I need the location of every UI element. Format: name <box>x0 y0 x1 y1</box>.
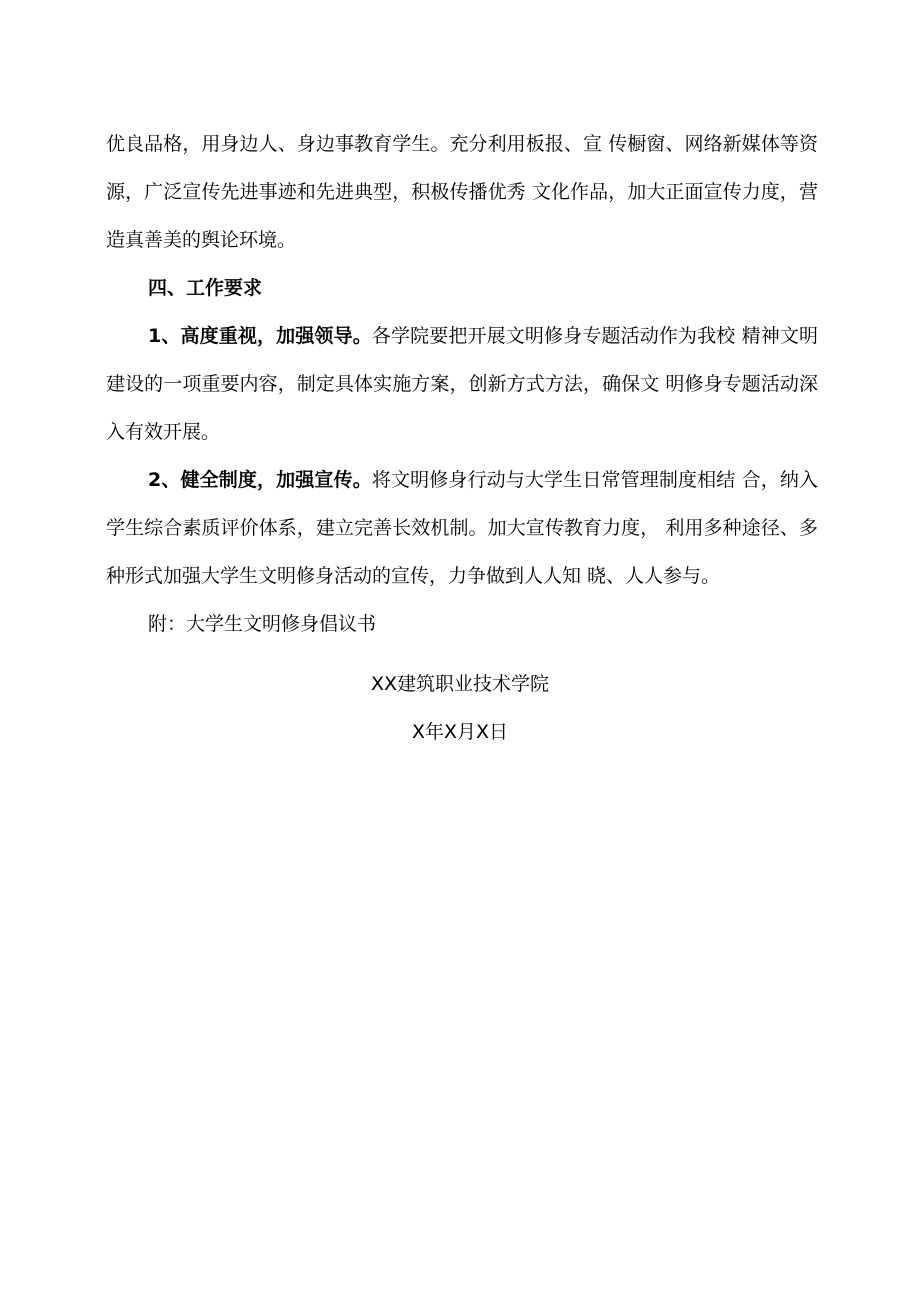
requirement-item-2 <box>106 456 818 600</box>
attachment-note: 附：大学生文明修身倡议书 <box>148 613 377 635</box>
paragraph-publicity: 优良品格，用身边人、身边事教育学生。充分利用板报、宣 传橱窗、网络新媒体等资源，广泛宣传先进事迹和先进典型，积极传播优秀 文化作品，加大正面宣传力度，营造真善美的舆论环境。 <box>106 133 818 251</box>
document-body <box>106 120 818 648</box>
requirement-item-1 <box>106 312 818 456</box>
section-heading-work-requirements: 四、工作要求 <box>148 277 263 299</box>
requirement-item-2-title: 2、健全制度，加强宣传。 <box>148 469 372 491</box>
signature-date: X年X月X日 <box>411 721 509 743</box>
signature-organization: XX建筑职业技术学院 <box>370 673 550 695</box>
requirement-item-1-text: 各学院要把开展文明修身专题活动作为我校 精神文明建设的一项重要内容，制定具体实施方案，创新方式方法，确保文 明修身专题活动深入有效开展。 <box>106 325 818 443</box>
requirement-item-2-text: 将文明修身行动与大学生日常管理制度相结 合，纳入学生综合素质评价体系，建立完善长效机制。加大宣传教育力度， 利用多种途径、多种形式加强大学生文明修身活动的宣传，力争做到人人知 晓、人人参与。 <box>106 469 818 587</box>
requirement-item-1-title: 1、高度重视，加强领导。 <box>148 325 372 347</box>
